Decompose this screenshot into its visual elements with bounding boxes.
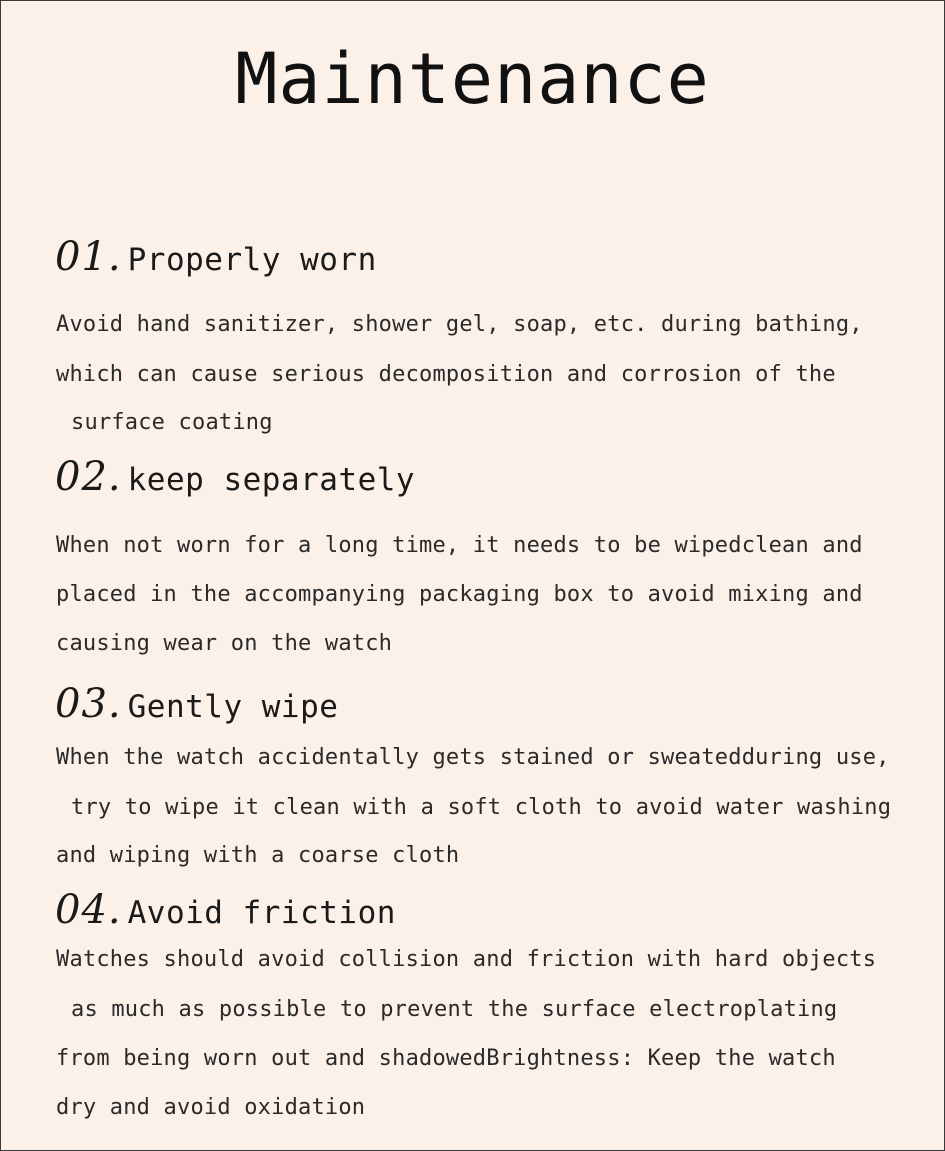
section-heading-02 — [55, 453, 415, 504]
section-heading-04 — [55, 886, 396, 937]
section-text-line: and wiping with a coarse cloth — [56, 843, 460, 868]
section-text-line: placed in the accompanying packaging box to avoid mixing and — [56, 582, 863, 607]
section-text-line: try to wipe it clean with a soft cloth to avoid water washing — [71, 795, 892, 820]
section-number: 01. — [55, 234, 122, 280]
section-text-line: dry and avoid oxidation — [56, 1095, 366, 1120]
section-number: 04. — [55, 887, 122, 933]
section-text-line: which can cause serious decomposition and corrosion of the — [56, 362, 836, 387]
section-text-line: When the watch accidentally gets stained or sweatedduring use, — [56, 745, 890, 770]
section-text-line: Watches should avoid collision and friction with hard objects — [56, 947, 877, 972]
section-title: keep separately — [127, 462, 416, 498]
section-title: Avoid friction — [127, 895, 396, 931]
section-number: 03. — [55, 681, 122, 727]
page-title: Maintenance — [235, 38, 710, 120]
section-text-line: as much as possible to prevent the surface electroplating — [71, 997, 838, 1022]
section-text-line: surface coating — [71, 410, 273, 435]
section-number: 02. — [55, 454, 122, 500]
section-heading-01 — [55, 233, 377, 284]
section-text-line: When not worn for a long time, it needs to be wipedclean and — [56, 533, 863, 558]
section-text-line: causing wear on the watch — [56, 631, 393, 656]
section-text-line: from being worn out and shadowedBrightness: Keep the watch — [56, 1046, 836, 1071]
section-heading-03 — [55, 680, 338, 731]
section-title: Gently wipe — [127, 689, 339, 725]
section-title: Properly worn — [127, 242, 377, 278]
section-text-line: Avoid hand sanitizer, shower gel, soap, etc. during bathing, — [56, 312, 863, 337]
